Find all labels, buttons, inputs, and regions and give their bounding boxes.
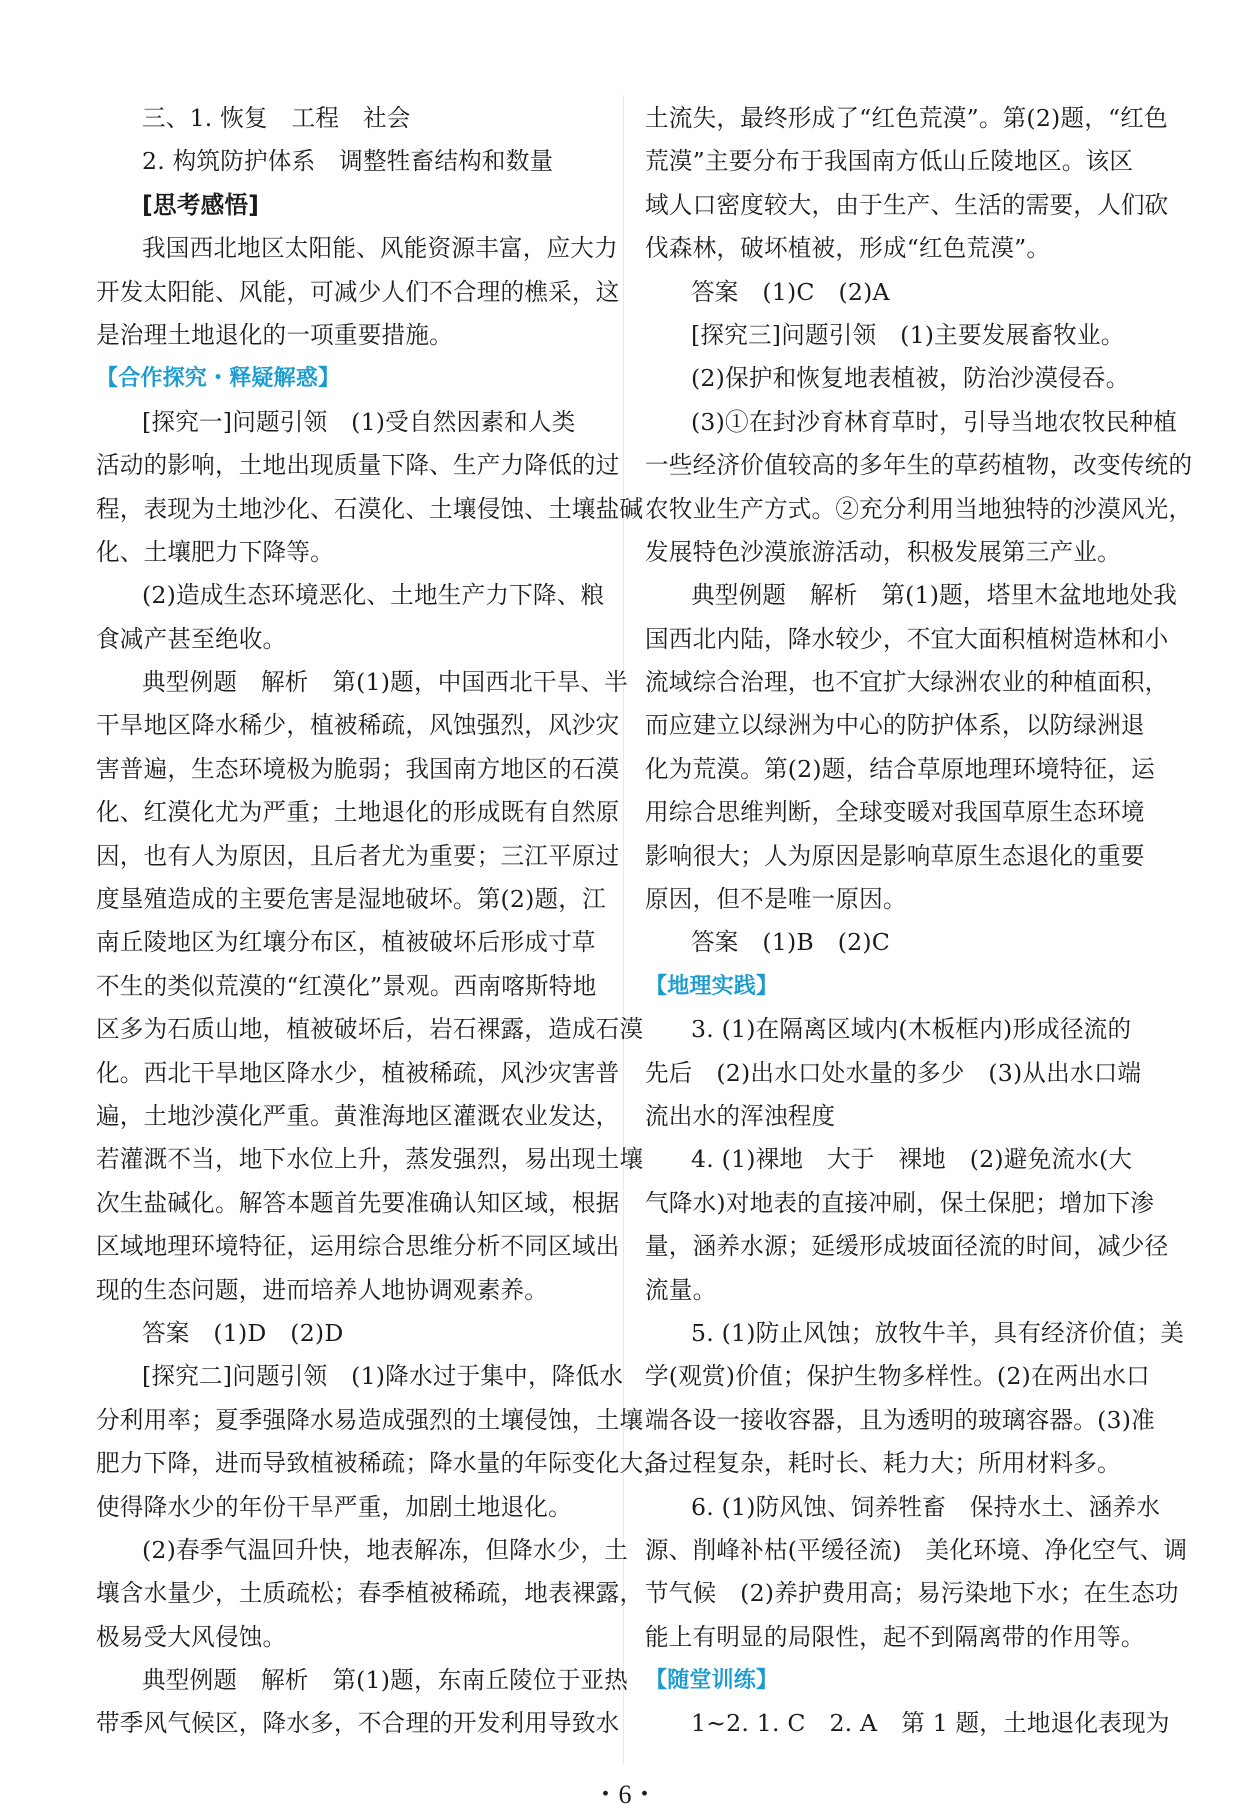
right-text-line: 源、削峰补枯(平缓径流) 美化环境、净化空气、调 bbox=[645, 1535, 1188, 1564]
left-text-line: 因，也有人为原因，且后者尤为重要；三江平原过 bbox=[96, 841, 620, 870]
right-text-line: 量，涵养水源；延缓形成坡面径流的时间，减少径 bbox=[645, 1232, 1169, 1261]
right-text-line: 备过程复杂，耗时长、耗力大；所用材料多。 bbox=[645, 1449, 1121, 1478]
right-text-line: (3)①在封沙育林育草时，引导当地农牧民种植 bbox=[691, 407, 1178, 436]
left-text-line: 壤含水量少，土质疏松；春季植被稀疏，地表裸露， bbox=[96, 1579, 644, 1608]
left-text-line: 区多为石质山地，植被破坏后，岩石裸露，造成石漠 bbox=[96, 1015, 644, 1044]
left-text-line: 次生盐碱化。解答本题首先要准确认知区域，根据 bbox=[96, 1188, 620, 1217]
left-text-line: 区域地理环境特征，运用综合思维分析不同区域出 bbox=[96, 1232, 620, 1261]
right-text-line: 发展特色沙漠旅游活动，积极发展第三产业。 bbox=[645, 537, 1121, 566]
left-text-line: 三、1. 恢复 工程 社会 bbox=[142, 104, 411, 132]
left-column bbox=[96, 97, 668, 1746]
left-text-line: 开发太阳能、风能，可减少人们不合理的樵采，这 bbox=[96, 277, 620, 306]
right-text-line: 3. (1)在隔离区域内(木板框内)形成径流的 bbox=[691, 1015, 1132, 1044]
page-number: ・6・ bbox=[592, 1780, 658, 1809]
left-text-line: 2. 构筑防护体系 调整牲畜结构和数量 bbox=[142, 147, 554, 176]
right-text-line: 1~2. 1. C 2. A 第 1 题，土地退化表现为 bbox=[691, 1709, 1170, 1738]
right-text-line: 伐森林，破坏植被，形成“红色荒漠”。 bbox=[645, 234, 1051, 263]
left-text-line: 南丘陵地区为红壤分布区，植被破坏后形成寸草 bbox=[96, 928, 596, 957]
right-text-line: 原因，但不是唯一原因。 bbox=[645, 885, 907, 914]
left-text-line: 分利用率；夏季强降水易造成强烈的土壤侵蚀，土壤 bbox=[96, 1405, 644, 1434]
right-text-line: 国西北内陆，降水较少，不宜大面积植树造林和小 bbox=[645, 624, 1169, 653]
left-text-line: 是治理土地退化的一项重要措施。 bbox=[96, 320, 453, 349]
right-text-line: [探究三]问题引领 (1)主要发展畜牧业。 bbox=[691, 320, 1125, 349]
right-text-line: 化为荒漠。第(2)题，结合草原地理环境特征，运 bbox=[645, 754, 1155, 783]
right-text-line: 节气候 (2)养护费用高；易污染地下水；在生态功 bbox=[645, 1579, 1179, 1608]
left-text-line: 化、红漠化尤为严重；土地退化的形成既有自然原 bbox=[96, 798, 620, 827]
right-text-line: 影响很大；人为原因是影响草原生态退化的重要 bbox=[645, 841, 1145, 870]
left-text-line: 带季风气候区，降水多，不合理的开发利用导致水 bbox=[96, 1709, 620, 1738]
left-text-line: 食减产甚至绝收。 bbox=[96, 624, 287, 653]
left-text-line: 遍，土地沙漠化严重。黄淮海地区灌溉农业发达， bbox=[96, 1101, 620, 1130]
right-text-line: 气降水)对地表的直接冲刷，保土保肥；增加下渗 bbox=[645, 1188, 1155, 1217]
right-column bbox=[645, 97, 1193, 1746]
left-text-line: 典型例题 解析 第(1)题，东南丘陵位于亚热 bbox=[142, 1666, 629, 1695]
left-text-line: 典型例题 解析 第(1)题，中国西北干旱、半 bbox=[142, 668, 629, 697]
right-text-line: 域人口密度较大，由于生产、生活的需要，人们砍 bbox=[645, 190, 1169, 219]
left-text-line: 不生的类似荒漠的“红漠化”景观。西南喀斯特地 bbox=[96, 971, 597, 1000]
right-text-line: 5. (1)防止风蚀；放牧牛羊，具有经济价值；美 bbox=[691, 1318, 1184, 1347]
left-text-line: 我国西北地区太阳能、风能资源丰富，应大力 bbox=[142, 234, 618, 263]
left-text-line: 化。西北干旱地区降水少，植被稀疏，风沙灾害普 bbox=[96, 1058, 620, 1087]
left-text-line: 害普遍，生态环境极为脆弱；我国南方地区的石漠 bbox=[96, 754, 620, 783]
left-text-line: (2)春季气温回升快，地表解冻，但降水少，土 bbox=[142, 1535, 629, 1564]
right-text-line: 一些经济价值较高的多年生的草药植物，改变传统的 bbox=[645, 451, 1193, 480]
left-text-line: 活动的影响，土地出现质量下降、生产力降低的过 bbox=[96, 451, 620, 480]
left-text-line: (2)造成生态环境恶化、土地生产力下降、粮 bbox=[142, 581, 605, 610]
right-text-line: 【随堂训练】 bbox=[645, 1668, 779, 1694]
left-text-line: 化、土壤肥力下降等。 bbox=[96, 537, 334, 566]
right-text-line: 4. (1)裸地 大于 裸地 (2)避免流水(大 bbox=[691, 1145, 1133, 1174]
left-text-line: 【合作探究・释疑解惑】 bbox=[96, 366, 341, 392]
left-text-line: 肥力下降，进而导致植被稀疏；降水量的年际变化大， bbox=[96, 1449, 668, 1478]
right-text-line: 先后 (2)出水口处水量的多少 (3)从出水口端 bbox=[645, 1058, 1142, 1087]
column-divider bbox=[623, 95, 624, 1765]
left-text-line: 度垦殖造成的主要危害是湿地破坏。第(2)题，江 bbox=[96, 885, 606, 914]
right-text-line: 荒漠”主要分布于我国南方低山丘陵地区。该区 bbox=[645, 147, 1134, 176]
right-text-line: 而应建立以绿洲为中心的防护体系，以防绿洲退 bbox=[645, 711, 1145, 740]
right-text-line: 6. (1)防风蚀、饲养牲畜 保持水土、涵养水 bbox=[691, 1492, 1161, 1521]
right-text-line: 用综合思维判断，全球变暖对我国草原生态环境 bbox=[645, 798, 1145, 827]
left-text-line: 现的生态问题，进而培养人地协调观素养。 bbox=[96, 1275, 549, 1304]
right-text-line: 典型例题 解析 第(1)题，塔里木盆地地处我 bbox=[691, 581, 1178, 610]
left-text-line: [探究二]问题引领 (1)降水过于集中，降低水 bbox=[142, 1362, 624, 1391]
right-text-line: 学(观赏)价值；保护生物多样性。(2)在两出水口 bbox=[645, 1362, 1150, 1391]
right-text-line: 流出水的浑浊程度 bbox=[645, 1101, 836, 1130]
left-text-line: 极易受大风侵蚀。 bbox=[96, 1622, 287, 1651]
right-text-line: 流量。 bbox=[645, 1275, 717, 1304]
left-text-line: 答案 (1)D (2)D bbox=[142, 1318, 344, 1347]
right-text-line: 答案 (1)C (2)A bbox=[691, 277, 890, 306]
left-text-line: 干旱地区降水稀少，植被稀疏，风蚀强烈，风沙灾 bbox=[96, 711, 620, 740]
left-text-line: [思考感悟] bbox=[142, 190, 260, 219]
right-text-line: 端各设一接收容器，且为透明的玻璃容器。(3)准 bbox=[645, 1405, 1155, 1434]
right-text-line: 【地理实践】 bbox=[645, 973, 779, 999]
right-text-line: 能上有明显的局限性，起不到隔离带的作用等。 bbox=[645, 1622, 1145, 1651]
left-text-line: 若灌溉不当，地下水位上升，蒸发强烈，易出现土壤 bbox=[96, 1145, 644, 1174]
right-text-line: (2)保护和恢复地表植被，防治沙漠侵吞。 bbox=[691, 364, 1130, 393]
left-text-line: 使得降水少的年份干旱严重，加剧土地退化。 bbox=[96, 1492, 572, 1521]
right-text-line: 农牧业生产方式。②充分利用当地独特的沙漠风光， bbox=[645, 494, 1193, 523]
right-text-line: 流域综合治理，也不宜扩大绿洲农业的种植面积， bbox=[645, 668, 1169, 697]
left-text-line: [探究一]问题引领 (1)受自然因素和人类 bbox=[142, 407, 576, 436]
right-text-line: 答案 (1)B (2)C bbox=[691, 928, 891, 957]
right-text-line: 土流失，最终形成了“红色荒漠”。第(2)题，“红色 bbox=[645, 104, 1168, 132]
left-text-line: 程，表现为土地沙化、石漠化、土壤侵蚀、土壤盐碱 bbox=[96, 494, 644, 523]
